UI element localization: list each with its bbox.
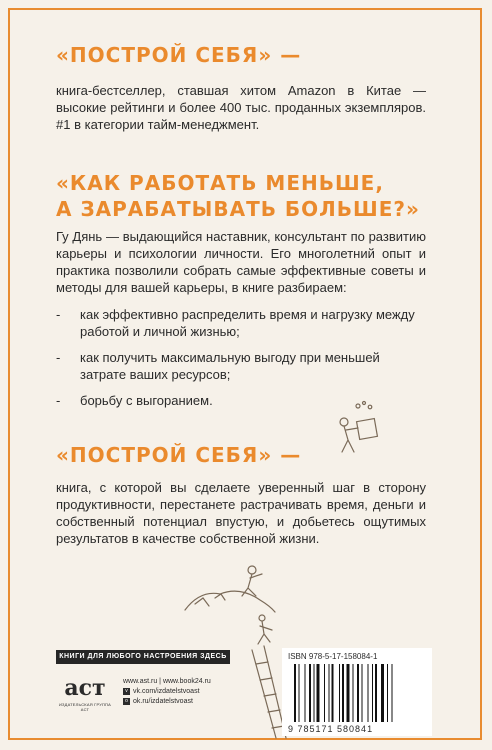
section2-heading-line2: А ЗАРАБАТЫВАТЬ БОЛЬШЕ?»: [56, 197, 420, 221]
list-item: - как эффективно распределить время и нагрузку между работой и личной жизнью;: [56, 306, 426, 340]
logo-mark: аст: [64, 675, 106, 701]
isbn-barcode-box: [282, 648, 432, 736]
web-link[interactable]: www.ast.ru | www.book24.ru: [123, 678, 211, 685]
isbn-label: ISBN 978-5-17-158084-1: [288, 652, 378, 661]
section1-heading: «ПОСТРОЙ СЕБЯ» —: [56, 43, 302, 67]
section2-text: Гу Дянь — выдающийся наставник, консультант по развитию карьеры и психологии личности. Его многолетний опыт и практика позволили собрать самые эффективные советы и методы для вашей карьеры, в книге разбираем:: [56, 229, 426, 295]
logo-caption: ИЗДАТЕЛЬСКАЯ ГРУППА АСТ: [58, 702, 112, 712]
section1-text: книга-бестселлер, ставшая хитом Amazon в Китае — высокие рейтинги и более 400 тыс. проданных экземпляров. #1 в категории тайм-менеджмент.: [56, 83, 426, 132]
vk-link[interactable]: vk.com/izdatelstvoast: [133, 688, 200, 695]
barcode-number: 9 785171 580841: [288, 724, 374, 734]
list-item: - борьбу с выгоранием.: [56, 392, 426, 409]
section3-heading: «ПОСТРОЙ СЕБЯ» —: [56, 443, 302, 467]
person-carrying-box-illustration: [330, 400, 400, 460]
section3-text: книга, с которой вы сделаете уверенный шаг в сторону продуктивности, перестанете растрачивать время, деньги и собственный потенциал впустую, и добьетесь ощутимых результатов в качестве собственной жизни.: [56, 480, 426, 546]
slogan-band: КНИГИ ДЛЯ ЛЮБОГО НАСТРОЕНИЯ ЗДЕСЬ: [56, 650, 230, 664]
ok-link[interactable]: ok.ru/izdatelstvoast: [133, 698, 193, 705]
publisher-logo: [58, 674, 112, 718]
ok-icon: o: [123, 698, 130, 705]
barcode-icon: [294, 664, 420, 722]
list-item: - как получить максимальную выгоду при меньшей затрате ваших ресурсов;: [56, 349, 426, 383]
publisher-links: [123, 677, 211, 707]
section2-heading: [56, 170, 420, 222]
vk-icon: v: [123, 688, 130, 695]
section2-heading-line1: «КАК РАБОТАТЬ МЕНЬШЕ,: [56, 171, 384, 195]
